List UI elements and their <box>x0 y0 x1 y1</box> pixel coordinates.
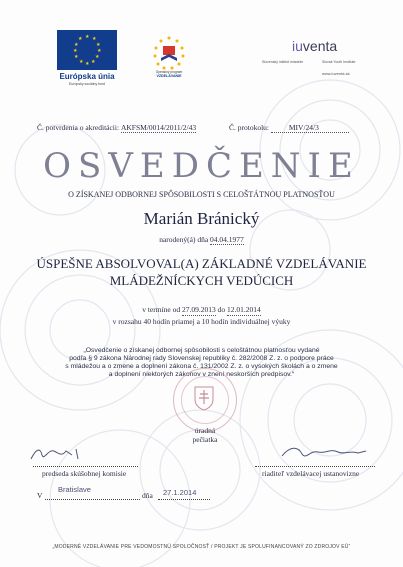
chairman-signature-label: predseda skúšobnej komisie <box>42 469 127 478</box>
operational-program-label: Operačný program <box>155 70 183 74</box>
certificate-title: OSVEDČENIE <box>43 146 360 186</box>
legal-text-line-2: podľa § 9 zákona Národnej rady Slovenskej republiky č. 282/2008 Z. z. o podpore práce <box>69 355 334 362</box>
director-signature <box>280 442 370 464</box>
issue-date-label: dňa <box>142 491 153 500</box>
certificate-subtitle: O ZÍSKANEJ ODBORNEJ SPÔSOBILOSTI S CELOŠTÁTNOU PLATNOSŤOU <box>68 190 335 199</box>
legal-text-line-1: „Osvedčenie o získanej odbornej spôsobilosti s celoštátnou platnosťou vydané <box>83 347 320 354</box>
issue-date-line <box>158 499 210 500</box>
svg-text:★: ★ <box>85 34 90 40</box>
eu-logo-subtitle: Európsky sociálny fond <box>69 82 105 86</box>
coat-of-arms-icon <box>193 385 215 411</box>
eu-flag-logo <box>57 30 117 70</box>
protocol-number: Č. protokolu: MIV/24/3 <box>229 123 349 133</box>
headline-line-1: ÚSPEŠNE ABSOLVOVAL(A) ZÁKLADNÉ VZDELÁVANIE <box>36 256 367 271</box>
svg-text:★: ★ <box>74 42 79 48</box>
issue-date: 27.1.2014 <box>163 488 197 497</box>
birth-date-line: narodený(á) dňa 04.04.1977 <box>159 235 244 244</box>
course-hours: v rozsahu 40 hodín priamej a 10 hodín individuálnej výuky <box>112 317 291 326</box>
project-footer: „MODERNÉ VZDELÁVANIE PRE VEDOMOSTNÚ SPOLOČNOSŤ / PROJEKT JE SPOLUFINANCOVANÝ ZO ZDROJOV EÚ“ <box>52 544 351 550</box>
svg-text:★: ★ <box>79 59 84 65</box>
headline-line-2: MLÁDEŽNÍCKYCH VEDÚCICH <box>109 273 294 288</box>
iuventa-english-name: Slovak Youth Institute <box>322 60 356 64</box>
svg-text:★: ★ <box>95 54 100 60</box>
stamp-label-line-1: úradná <box>194 426 216 435</box>
issue-place-line <box>45 499 140 500</box>
stamp-label-line-2: pečiatka <box>192 435 218 444</box>
chairman-signature-line <box>33 466 138 467</box>
chairman-signature <box>28 443 88 465</box>
iuventa-logo: iuventa <box>292 38 338 54</box>
legal-text-line-3: s mládežou a o zmene a doplnení zákona č. 131/2002 Z. z. o vysokých školách a o zmene <box>65 363 338 370</box>
svg-text:★: ★ <box>74 54 79 60</box>
issue-place-city: Bratislave <box>58 485 91 494</box>
director-signature-label: riaditeľ vzdelávacej ustanovizne <box>262 469 360 478</box>
svg-text:★: ★ <box>73 48 78 54</box>
eu-logo-title: Európska únia <box>59 72 115 81</box>
svg-text:★: ★ <box>91 59 96 65</box>
svg-text:★: ★ <box>96 42 101 48</box>
director-signature-line <box>255 466 375 467</box>
svg-text:★: ★ <box>97 48 102 54</box>
svg-text:★: ★ <box>78 36 83 42</box>
legal-text-line-4: a doplnení niektorých zákonov v znení neskorších predpisov.“ <box>108 371 295 378</box>
issue-place-prefix: V <box>37 491 43 500</box>
operational-program-name: VZDELÁVANIE <box>156 74 182 78</box>
svg-text:★: ★ <box>85 61 90 67</box>
svg-text:★: ★ <box>92 36 97 42</box>
iuventa-slovak-name: Slovenský inštitút mládeže <box>262 60 304 64</box>
accreditation-number: Č. potvrdenia o akreditácii: AKFSM/0014/2011/2/43 <box>37 123 197 132</box>
course-term: v termíne od 27.09.2013 do 12.01.2014 <box>142 305 261 314</box>
operational-program-logo <box>148 34 190 74</box>
holder-name: Marián Bránický <box>143 209 260 228</box>
iuventa-url: www.iuventa.sk <box>322 71 350 76</box>
